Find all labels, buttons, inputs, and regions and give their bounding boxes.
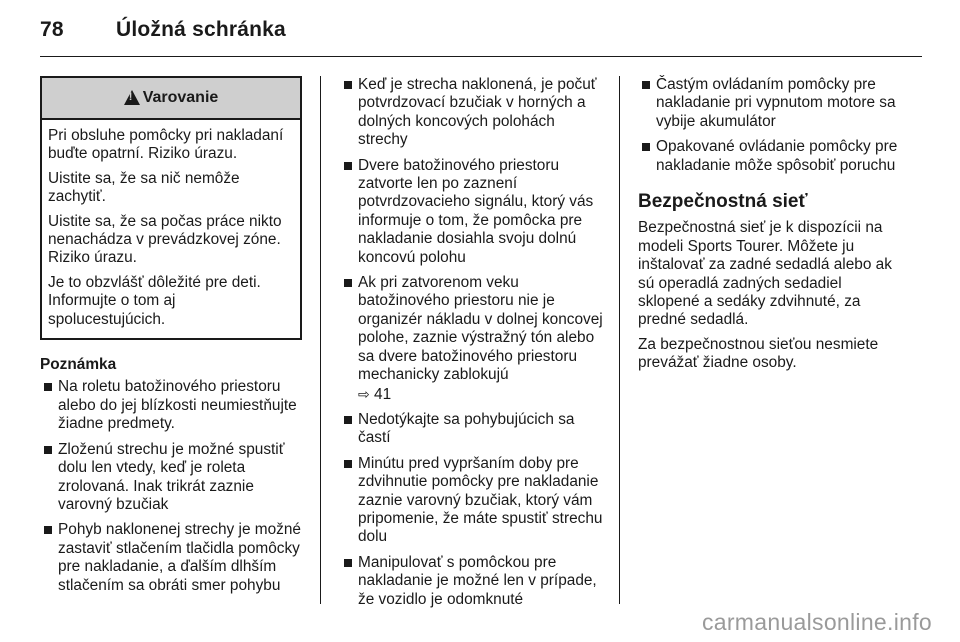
list-item: Keď je strecha naklonená, je počuť potvrdzovací bzučiak v horných a dolných koncových polohách strechy [340, 76, 608, 150]
list-item: Manipulovať s pomôckou pre nakladanie je možné len v prípade, že vozidlo je odomknuté [340, 554, 608, 609]
warning-paragraph: Uistite sa, že sa nič nemôže zachytiť. [48, 169, 240, 206]
warning-paragraph: Je to obzvlášť dôležité pre deti. Informujte o tom aj spolucestujúcich. [48, 273, 261, 328]
list-item: Dvere batožinového priestoru zatvorte len po zaznení potvrdzovacieho signálu, ktorý vás informuje o tom, že pomôcka pre nakladanie dosiahla svoju dolnú koncovú polohu [340, 157, 608, 267]
column-divider [619, 76, 620, 604]
header-divider [40, 56, 922, 57]
bullet-list [638, 76, 906, 175]
section-paragraph: Bezpečnostná sieť je k dispozícii na modeli Sports Tourer. Môžete ju inštalovať za zadné sedadlá alebo ak sú operadlá zadných sedadiel sklopené a sedáky zdvihnuté, za predné sedadlá. [638, 219, 892, 329]
section-paragraph: Za bezpečnostnou sieťou nesmiete prevážať žiadne osoby. [638, 335, 879, 372]
warning-paragraph: Uistite sa, že sa počas práce nikto nenachádza v prevádzkovej zóne. Riziko úrazu. [48, 212, 282, 267]
column-3 [638, 76, 906, 379]
note-list [40, 378, 302, 594]
list-item [340, 274, 608, 404]
warning-icon [124, 90, 140, 105]
column-divider [320, 76, 321, 604]
list-item: Minútu pred vypršaním doby pre zdvihnutie pomôcky pre nakladanie zaznie varovný bzučiak, ktorý vám pripomenie, že máte spustiť strechu dolu [340, 455, 608, 547]
watermark: carmanualsonline.info [701, 609, 932, 635]
note-item: Zloženú strechu je možné spustiť dolu len vtedy, keď je roleta zrolovaná. Inak trikrát zaznie varovný bzučiak [40, 441, 302, 515]
bullet-list [340, 76, 608, 609]
column-2 [340, 76, 608, 616]
warning-title: Varovanie [142, 88, 219, 106]
warning-box [40, 76, 302, 340]
warning-body [42, 120, 300, 338]
list-item: Opakované ovládanie pomôcky pre nakladanie môže spôsobiť poruchu [638, 138, 906, 175]
page-reference[interactable]: 41 [374, 385, 392, 403]
section-title: Bezpečnostná sieť [638, 191, 808, 213]
list-item-text: Ak pri zatvorenom veku batožinového priestoru nie je organizér nákladu v dolnej koncovej polohe, zaznie výstražný tón alebo sa dvere batožinového priestoru mechanicky zablokujú [358, 274, 603, 384]
column-1 [40, 76, 302, 602]
list-item: Častým ovládaním pomôcky pre nakladanie pri vypnutom motore sa vybije akumulátor [638, 76, 906, 131]
page-header [40, 18, 286, 42]
list-item: Nedotýkajte sa pohybujúcich sa častí [340, 411, 608, 448]
page-number: 78 [40, 18, 64, 41]
note-item: Pohyb naklonenej strechy je možné zastaviť stlačením tlačidla pomôcky pre nakladanie, a ďalším dlhším stlačením sa obráti smer pohybu [40, 521, 302, 595]
note-item: Na roletu batožinového priestoru alebo do jej blízkosti neumiestňujte žiadne predmety. [40, 378, 302, 433]
note-title: Poznámka [40, 356, 117, 374]
page-title: Úložná schránka [116, 18, 286, 41]
warning-header [42, 78, 300, 120]
warning-paragraph: Pri obsluhe pomôcky pri nakladaní buďte opatrní. Riziko úrazu. [48, 127, 284, 163]
page-reference-icon: ⇨ [358, 385, 370, 402]
